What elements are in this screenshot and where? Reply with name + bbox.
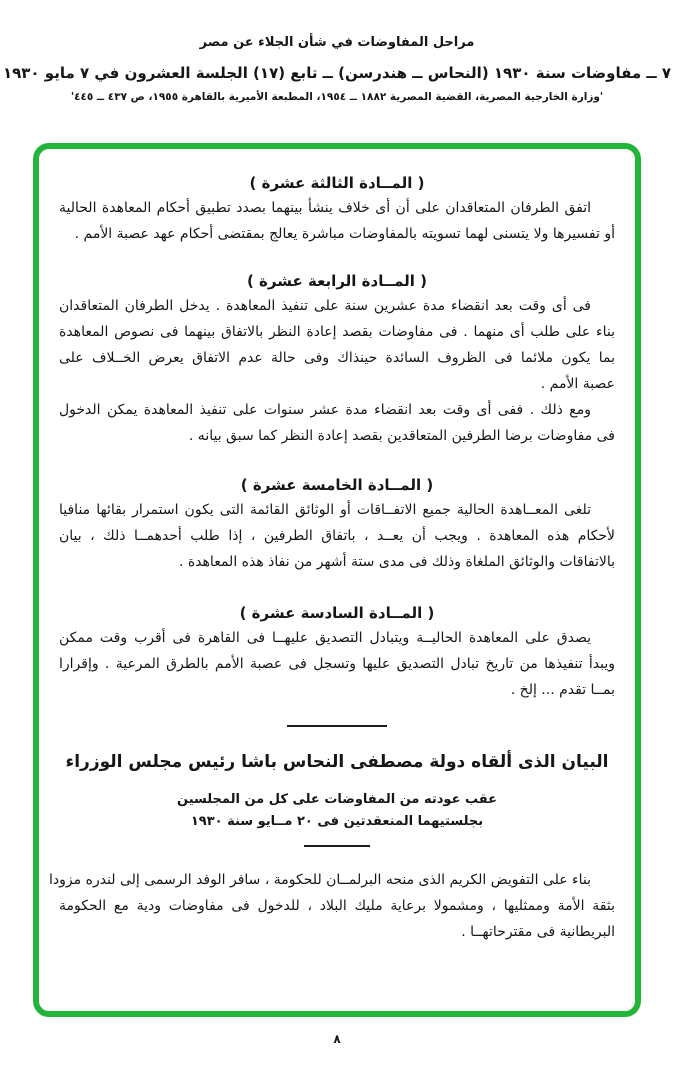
article-thirteen-paragraph: [59, 195, 615, 247]
source-citation: 'وزارة الخارجية المصرية، القضية المصرية ١٨٨٢ ــ ١٩٥٤، المطبعة الأميرية بالقاهرة ١٩٥٥، ص ٤٣٧ ــ ٤٤٥': [70, 91, 604, 103]
body-line: بمــا تقدم ... إلخ .: [510, 682, 615, 698]
article-fourteen: [59, 269, 615, 449]
article-sixteen: [59, 601, 615, 703]
body-line: بناء على طلب أى منهما . فى مفاوضات بقصد إعادة النظر بالاتفاق بينهما فى نصوص المعاهدة: [59, 324, 615, 340]
article-fourteen-paragraph-1: [59, 293, 615, 397]
article-fourteen-heading: ( المــادة الرابعة عشرة ): [246, 272, 427, 290]
body-line: بما يكون ملائما فى الظروف السائدة حينذاك وفى حالة عدم الاتفاق يعرض الخــلاف على: [59, 350, 615, 366]
page-number: ٨: [333, 1032, 341, 1046]
article-sixteen-paragraph: [59, 625, 615, 703]
statement-subtitle-1: عقب عودته من المفاوضات على كل من المجلسين: [177, 792, 497, 807]
body-line: بالاتفاقات والوثائق الملغاة وذلك فى مدى ستة أشهر من نفاذ هذه المعاهدة .: [178, 554, 615, 570]
document-subtitle: ٧ ــ مفاوضات سنة ١٩٣٠ (النحاس ــ هندرسن) ــ تابع (١٧) الجلسة العشرون في ٧ مايو ١٩٣٠: [2, 64, 672, 82]
body-line: فى مفاوضات برضا الطرفين المتعاقدين بقصد إعادة النظر كما سبق بيانه .: [188, 428, 615, 444]
content-frame: [33, 143, 641, 1017]
body-line: تلغى المعــاهدة الحالية جميع الاتفــاقات أو الوثائق القائمة التى يكون استمرار بقائها منافيا: [59, 502, 591, 518]
body-line: اتفق الطرفان المتعاقدان على أن أى خلاف ينشأ بينهما بصدد تطبيق أحكام المعاهدة الحالية: [59, 200, 591, 216]
article-fifteen-heading: ( المــادة الخامسة عشرة ): [240, 476, 434, 494]
document-title: مراحل المفاوضات في شأن الجلاء عن مصر: [199, 35, 475, 50]
article-sixteen-heading: ( المــادة السادسة عشرة ): [239, 604, 435, 622]
section-divider: [304, 845, 370, 847]
article-fourteen-paragraph-2: [59, 397, 615, 449]
body-line: البريطانية فى مقترحاتهــا .: [461, 924, 615, 940]
body-line: ومع ذلك . ففى أى وقت بعد انقضاء مدة عشر سنوات على تنفيذ المعاهدة يمكن الدخول: [59, 402, 591, 418]
article-thirteen: [59, 171, 615, 247]
body-line: أو تفسيرها ولا يتسنى لهما تسويته بالمفاوضات مباشرة يعالج بمقتضى أحكام عهد عصبة الأمم .: [74, 226, 615, 242]
body-line: بناء على التفويض الكريم الذى منحه البرلمــان للحكومة ، سافر الوفد الرسمى إلى لندره مزودا: [49, 872, 591, 888]
statement-title: البيان الذى ألقاه دولة مصطفى النحاس باشا رئيس مجلس الوزراء: [65, 752, 609, 772]
statement-heading-block: [59, 749, 615, 833]
section-divider: [287, 725, 387, 727]
body-line: ويبدأ تنفيذها من تاريخ تبادل التصديق عليها وتسجل فى عصبة الأمم بالطرق المرعية . وإقرارا: [59, 656, 615, 672]
statement-subtitle-2: بجلستيهما المنعقدتين فى ٢٠ مــايو سنة ١٩٣٠: [190, 814, 484, 829]
body-line: لأحكام هذه المعاهدة . ويجب أن يعــد ، باتفاق الطرفين ، إذا طلب أحدهمــا ذلك ، بيان: [59, 528, 615, 544]
article-thirteen-heading: ( المــادة الثالثة عشرة ): [249, 174, 425, 192]
closing-paragraph: [49, 867, 615, 945]
page-header: [0, 0, 674, 105]
body-line: يصدق على المعاهدة الحاليــة ويتبادل التصديق عليهــا فى القاهرة فى أقرب وقت ممكن: [59, 630, 591, 646]
body-line: فى أى وقت بعد انقضاء مدة عشرين سنة على تنفيذ المعاهدة . يدخل الطرفان المتعاقدان: [59, 298, 591, 314]
body-line: عصبة الأمم .: [540, 376, 615, 392]
closing-paragraph-body: [49, 867, 615, 945]
body-line: بثقة الأمة وممثليها ، ومشمولا برعاية مليك البلاد ، للدخول فى مفاوضات ودية مع الحكومة: [59, 898, 615, 914]
article-fifteen-paragraph: [59, 497, 615, 575]
article-fifteen: [59, 473, 615, 575]
